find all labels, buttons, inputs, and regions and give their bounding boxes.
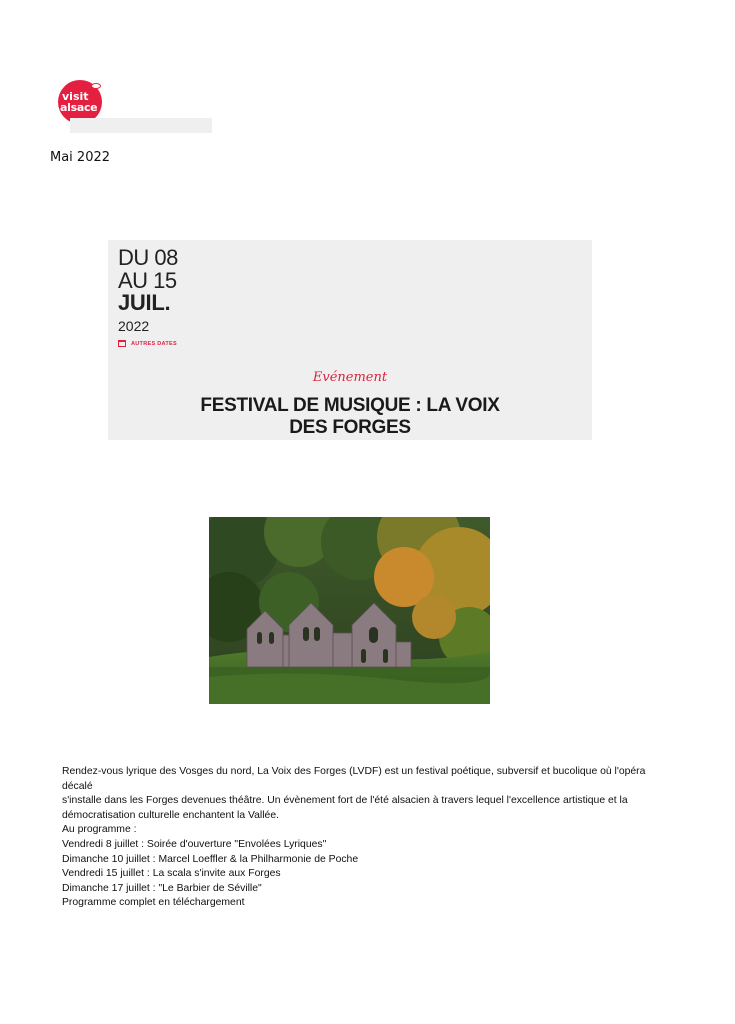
event-description — [62, 765, 662, 911]
description-line: démocratisation culturelle enchantent la Vallée. — [62, 809, 279, 821]
program-item: Dimanche 17 juillet : "Le Barbier de Séville" — [62, 882, 262, 894]
event-title-line-2: DES FORGES — [289, 417, 411, 438]
description-line: Rendez-vous lyrique des Vosges du nord, La Voix des Forges (LVDF) est un festival poétique, subversif et bucolique où l'opéra décalé — [62, 766, 646, 792]
event-date-start: DU 08 — [118, 245, 178, 270]
program-download-text: Programme complet en téléchargement — [62, 897, 245, 909]
event-date-month: JUIL. — [118, 290, 171, 315]
other-dates-label: AUTRES DATES — [131, 340, 177, 347]
description-line: s'installe dans les Forges devenues théâtre. Un évènement fort de l'été alsacien à travers lequel l'excellence artistique et la — [62, 795, 628, 807]
program-item: Dimanche 10 juillet : Marcel Loeffler & la Philharmonie de Poche — [62, 853, 359, 865]
other-dates-link[interactable] — [118, 340, 177, 347]
program-item: Vendredi 8 juillet : Soirée d'ouverture "Envolées Lyriques" — [62, 838, 327, 850]
event-date-year: 2022 — [118, 318, 150, 334]
forest-ruins-photo — [209, 517, 490, 704]
event-title-line-1: FESTIVAL DE MUSIQUE : LA VOIX — [200, 395, 500, 416]
event-date-end: AU 15 — [118, 268, 177, 293]
event-kicker: Evénement — [312, 370, 388, 385]
document-date: Mai 2022 — [50, 150, 111, 165]
program-item: Vendredi 15 juillet : La scala s'invite aux Forges — [62, 868, 281, 880]
header-bar — [70, 118, 212, 133]
logo-text-visit: visit — [62, 89, 89, 103]
calendar-icon — [118, 340, 126, 347]
logo-text-alsace: alsace — [60, 100, 98, 114]
description-line: Au programme : — [62, 824, 137, 836]
event-title — [108, 395, 592, 439]
infinity-mark-icon — [91, 83, 101, 89]
event-card — [108, 240, 592, 440]
